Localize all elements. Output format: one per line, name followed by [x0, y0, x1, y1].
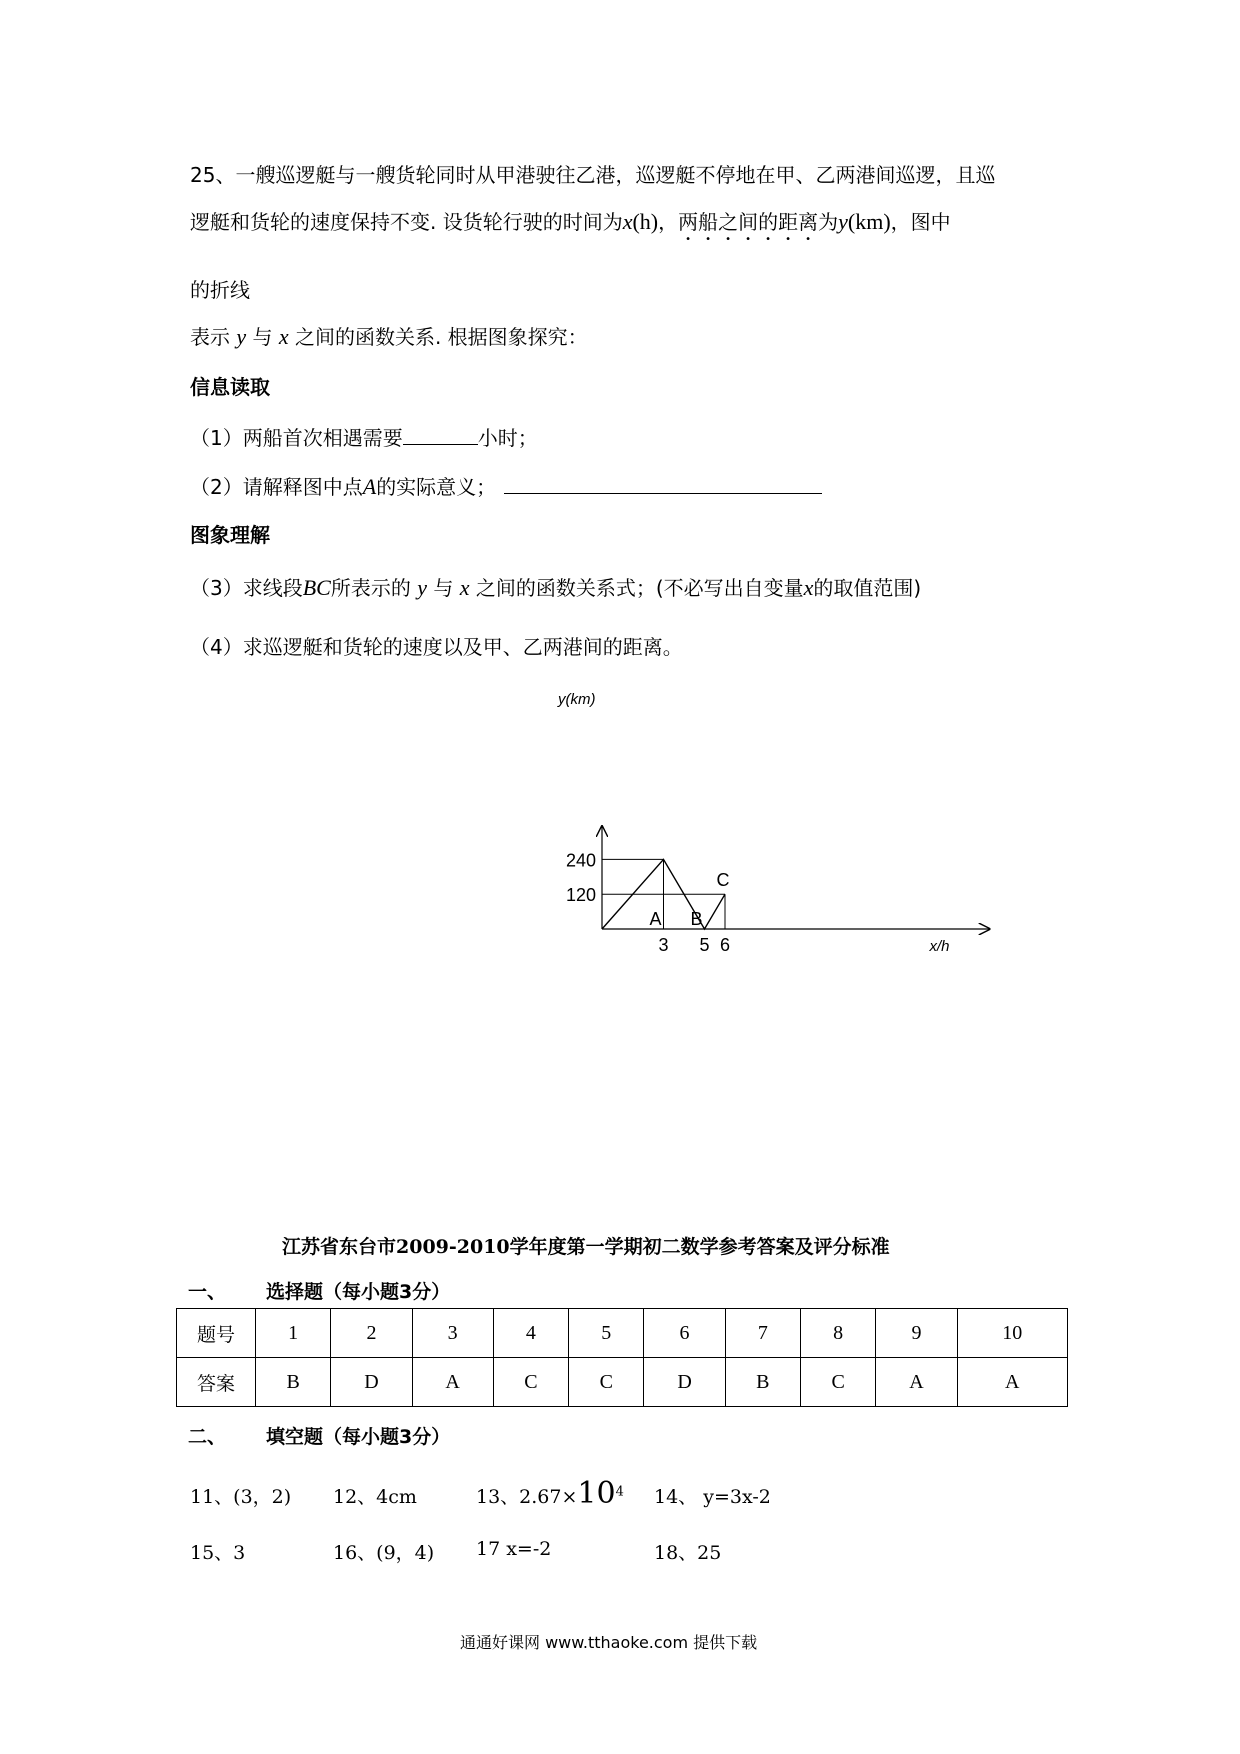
- var-x: x: [459, 575, 470, 600]
- table-cell: A: [957, 1358, 1067, 1407]
- answer-17: 17 x=-2: [476, 1538, 552, 1560]
- table-row-numbers: [177, 1309, 1068, 1358]
- question-1-text: （1）两船首次相遇需要: [190, 426, 403, 450]
- y-tick-label: 120: [565, 885, 596, 906]
- comma: ，: [658, 210, 679, 234]
- section-heading-info: 信息读取: [190, 375, 270, 399]
- x-tick-label: 5: [699, 935, 710, 955]
- answer-13-text: 13、2.67×: [476, 1486, 578, 1508]
- footer-source: 通通好课网 www.tthaoke.com 提供下载: [460, 1633, 758, 1652]
- answer-13-exponent: 4: [615, 1484, 624, 1500]
- answer-blank-2[interactable]: [504, 473, 822, 494]
- answer-12: 12、4cm: [333, 1486, 417, 1508]
- question-1: [190, 423, 538, 453]
- question-2-text: （2）请解释图中点: [190, 475, 363, 499]
- section-heading-graph: 图象理解: [190, 523, 270, 547]
- table-cell: 1: [256, 1309, 331, 1358]
- answer-13-base: 10: [577, 1476, 616, 1511]
- problem-line-4: [190, 322, 588, 352]
- point-label-a: A: [649, 909, 662, 929]
- emphasized-text: 两船之间的距离: [678, 210, 819, 234]
- answer-14: 14、 y=3x-2: [654, 1486, 771, 1508]
- problem-line-2: [190, 207, 951, 245]
- x-tick-label: 3: [658, 935, 669, 955]
- problem-line-2-text: 逻艇和货轮的速度保持不变. 设货轮行驶的时间为: [190, 210, 623, 234]
- section-choice: [188, 1277, 450, 1304]
- question-3: [190, 573, 921, 603]
- table-cell: A: [412, 1358, 493, 1407]
- var-A: A: [362, 474, 377, 499]
- table-header-cell: 答案: [177, 1358, 256, 1407]
- unit-km: (km): [847, 209, 891, 234]
- table-cell: D: [331, 1358, 412, 1407]
- question-3-text-b: 所表示的: [330, 576, 411, 600]
- y-tick-label: 240: [565, 850, 596, 871]
- table-cell: 8: [801, 1309, 876, 1358]
- point-label-c: C: [716, 870, 730, 891]
- answer-16: 16、(9，4): [333, 1542, 435, 1564]
- text-yu: 与: [433, 576, 454, 600]
- text-yu: 与: [252, 325, 273, 349]
- table-cell: 5: [569, 1309, 644, 1358]
- var-x: x: [803, 575, 814, 600]
- problem-line-3: [190, 275, 250, 305]
- answer-15: 15、3: [190, 1542, 246, 1564]
- section-fill: [188, 1422, 450, 1449]
- var-x: x: [278, 324, 289, 349]
- unit-h: (h): [632, 209, 659, 234]
- table-cell: B: [725, 1358, 800, 1407]
- x-axis-label: x/h: [929, 938, 950, 955]
- question-4: （4）求巡逻艇和货轮的速度以及甲、乙两港间的距离。: [190, 635, 683, 659]
- table-cell: 7: [725, 1309, 800, 1358]
- problem-line-2-end: ，图中: [890, 210, 951, 234]
- answer-11: 11、(3，2): [190, 1486, 292, 1508]
- question-2-text-b: 的实际意义；: [376, 475, 497, 499]
- answer-13: [476, 1476, 624, 1511]
- question-3-text-e: 的取值范围): [813, 576, 922, 600]
- question-2: [190, 472, 822, 502]
- var-y: y: [838, 209, 848, 234]
- var-BC: BC: [302, 575, 331, 600]
- table-cell: D: [644, 1358, 725, 1407]
- word-wei: 为: [818, 210, 839, 234]
- table-cell: C: [801, 1358, 876, 1407]
- problem-line-1: [190, 160, 995, 190]
- section-choice-title: 选择题（每小题3分）: [266, 1281, 451, 1303]
- question-3-text: （3）求线段: [190, 576, 303, 600]
- question-1-unit: 小时；: [477, 426, 538, 450]
- table-cell: 10: [957, 1309, 1067, 1358]
- table-cell: 4: [493, 1309, 568, 1358]
- answer-18: 18、25: [654, 1542, 722, 1564]
- table-cell: 2: [331, 1309, 412, 1358]
- table-cell: C: [493, 1358, 568, 1407]
- table-cell: A: [876, 1358, 957, 1407]
- point-label-b: B: [690, 909, 703, 929]
- y-axis-label: y(km): [558, 691, 596, 708]
- section-fill-number: 二、: [188, 1426, 227, 1448]
- table-cell: 6: [644, 1309, 725, 1358]
- table-cell: B: [256, 1358, 331, 1407]
- var-y: y: [236, 324, 247, 349]
- section-fill-title: 填空题（每小题3分）: [266, 1426, 451, 1448]
- section-choice-number: 一、: [188, 1281, 227, 1303]
- problem-line-3-text: 的折线: [190, 278, 250, 302]
- answer-blank-1[interactable]: [403, 424, 478, 445]
- x-tick-label: 6: [719, 935, 731, 955]
- answer-key-title: 江苏省东台市2009-2010学年度第一学期初二数学参考答案及评分标准: [282, 1236, 890, 1258]
- question-3-text-d: 之间的函数关系式；(不必写出自变量: [475, 576, 804, 600]
- function-graph: [558, 680, 1080, 980]
- text-biaoshi: 表示: [190, 325, 230, 349]
- var-y: y: [417, 575, 427, 600]
- var-x: x: [622, 209, 633, 234]
- table-row-answers: [177, 1358, 1068, 1407]
- problem-line-4-text: 之间的函数关系. 根据图象探究：: [294, 325, 588, 349]
- problem-line-1-text: 25、一艘巡逻艇与一艘货轮同时从甲港驶往乙港，巡逻艇不停地在甲、乙两港间巡逻，且巡: [190, 163, 996, 187]
- table-cell: C: [569, 1358, 644, 1407]
- table-cell: 9: [876, 1309, 957, 1358]
- table-header-cell: 题号: [177, 1309, 256, 1358]
- answer-table: [176, 1308, 1068, 1407]
- table-cell: 3: [412, 1309, 493, 1358]
